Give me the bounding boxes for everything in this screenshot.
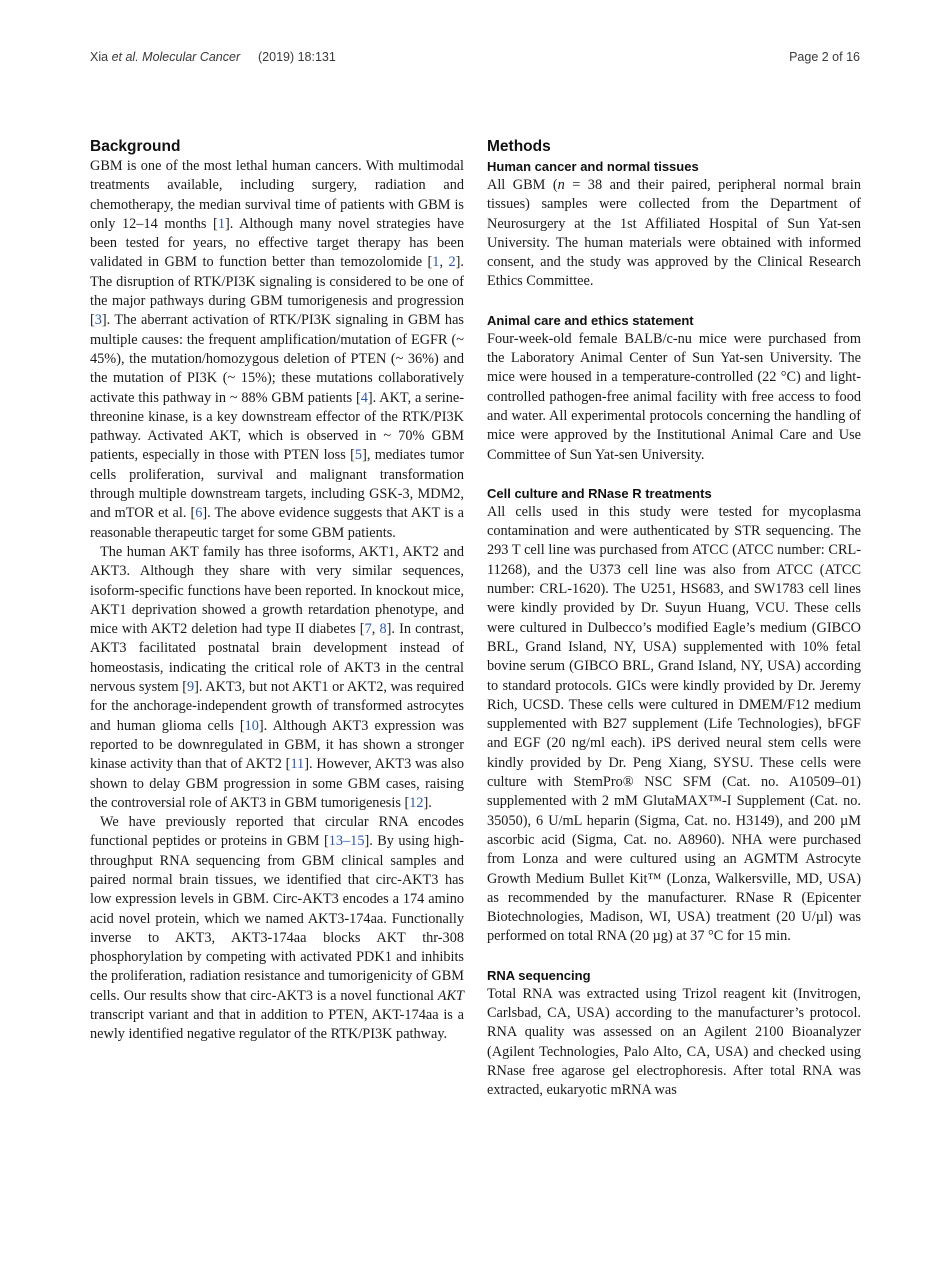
right-column [487, 137, 861, 1100]
header-authors: Xia et al. Molecular Cancer [90, 50, 241, 64]
subsection-heading-cell-culture: Cell culture and RNase R treatments [487, 485, 712, 501]
citation-link[interactable]: 6 [195, 505, 203, 522]
citation-link[interactable]: 5 [354, 447, 363, 464]
methods-heading: Methods [487, 138, 551, 155]
page-number: Page 2 of 16 [789, 50, 860, 64]
running-header [90, 50, 860, 68]
header-citation: (2019) 18:131 [258, 50, 336, 64]
subsection-heading-animal-care: Animal care and ethics statement [487, 312, 694, 328]
background-paragraph-2: The human AKT family has three isoforms, AKT1, AKT2 and AKT3. Although they share with very similar sequences, isoform-specific functions have been reported. In knockout mice, AKT1 deprivation showed a growth retardation phenotype, and mice with AKT2 deletion had type II diabetes [7, 8]. In contrast, AKT3 facilitated postnatal brain development instead of homeostasis, indicating the critical role of AKT3 in the central nervous system [9]. AKT3, but not AKT1 or AKT2, was required for the anchorage-independent growth of transformed astrocytes and human glioma cells [10]. Although AKT3 expression was reported to be downregulated in GBM, it has shown a stronger kinase activity than that of AKT2 [11]. However, AKT3 was also shown to delay GBM progression in some GBM cases, raising the controversial role of AKT3 in GBM tumorigenesis [12]. [90, 543, 465, 811]
citation-link[interactable]: 1 [217, 215, 225, 232]
citation-link[interactable]: 12 [409, 794, 424, 811]
citation-link[interactable]: 13–15 [328, 833, 365, 850]
citation-link[interactable]: 4 [360, 389, 368, 406]
citation-link[interactable]: 10 [244, 717, 259, 734]
citation-link[interactable]: 8 [379, 621, 387, 638]
citation-link[interactable]: 9 [186, 679, 195, 696]
rna-seq-paragraph: Total RNA was extracted using Trizol reagent kit (Invitrogen, Carlsbad, CA, USA) according to the manufacturer’s protocol. RNA quality was assessed on an Agilent 2100 Bioanalyzer (Agilent Technologies, Palo Alto, CA, USA) and checked using RNase free agarose gel electrophoresis. After total RNA was extracted, eukaryotic mRNA was [487, 985, 861, 1099]
citation-link[interactable]: 3 [94, 312, 102, 329]
cell-culture-paragraph: All cells used in this study were tested for mycoplasma contamination and were authenticated by STR sequencing. The 293 T cell line was purchased from ATCC (ATCC number: CRL-11268), and the U373 cell line was also from ATCC (ATCC number: CRL-1620). The U251, HS683, and SW1783 cell lines were kindly provided by Dr. Suyun Huang, VCU. These cells were cultured in Dulbecco’s modified Eagle’s medium (GIBCO BRL, Grand Island, NY, USA) supplemented with 10% fetal bovine serum (GIBCO BRL, Grand Island, NY, USA) according to standard protocols. GICs were kindly provided by Dr. Jeremy Rich, UCSD. These cells were cultured in DMEM/F12 medium supplemented with B27 supplement (Life Technologies), bFGF and EGF (20 ng/ml each). iPS derived neural stem cells were kindly provided by Dr. Peng Xiang, SYSU. These cells were culture with StemPro® NSC SFM (Cat. no. A10509–01) supplemented with 2 mM GlutaMAX™-I Supplement (Cat. no. 35050), 6 U/mL heparin (Sigma, Cat. no. H3149), and 200 µM ascorbic acid (Sigma, Cat. no. A8960). NHA were purchased from Lonza and were cultured using an AGMTM Astrocyte Growth Medium Bullet Kit™ (Lonza, Walkersville, MD, USA) as recommended by the manufacturer. RNase R (Epicenter Biotechnologies, Madison, WI, USA) treatment (20 U/µl) was performed on total RNA (20 µg) at 37 °C for 15 min. [487, 503, 861, 945]
citation-link[interactable]: 7 [364, 621, 372, 638]
left-column [90, 137, 464, 1045]
citation-link[interactable]: 11 [290, 756, 305, 773]
subsection-heading-rna-seq: RNA sequencing [487, 967, 591, 983]
citation-link[interactable]: 2 [448, 254, 456, 271]
background-paragraph-3: We have previously reported that circular RNA encodes functional peptides or proteins in GBM [13–15]. By using high-throughput RNA sequencing from GBM clinical samples and paired normal brain tissues, we identified that circ-AKT3 has low expression levels in GBM. Circ-AKT3 encodes a 174 amino acid novel protein, which we named AKT3-174aa. Functionally inverse to AKT3, AKT3-174aa blocks AKT thr-308 phosphorylation by competing with activated PDK1 and inhibits the proliferation, radiation resistance and tumorigenicity of GBM cells. Our results show that circ-AKT3 is a novel functional AKT transcript variant and that in addition to PTEN, AKT-174aa is a newly identified negative regulator of the RTK/PI3K pathway. [90, 814, 464, 1043]
citation-link[interactable]: 1 [432, 254, 440, 271]
subsection-heading-tissues: Human cancer and normal tissues [487, 159, 699, 174]
animal-care-paragraph: Four-week-old female BALB/c-nu mice were purchased from the Laboratory Animal Center of Sun Yat-sen University. The mice were housed in a temperature-controlled (22 °C) and light-controlled pathogen-free animal facility with free access to food and water. All experimental protocols concerning the handling of mice were approved by the Institutional Animal Care and Use Committee of Sun Yat-sen University. [487, 330, 861, 463]
background-paragraph-1: GBM is one of the most lethal human cancers. With multimodal treatments available, including surgery, radiation and chemotherapy, the median survival time of patients with GBM is only 12–14 months [1]. Although many novel strategies have been tested for years, no effective target therapy has been validated in GBM to function better than temozolomide [1, 2]. The disruption of RTK/PI3K signaling is considered to be one of the major pathways during GBM tumorigenesis and progression [3]. The aberrant activation of RTK/PI3K signaling in GBM has multiple causes: the frequent amplification/mutation of EGFR (~ 45%), the mutation/homozygous deletion of PTEN (~ 36%) and the mutation of PI3K (~ 15%); these mutations collaboratively activate this pathway in ~ 88% GBM patients [4]. AKT, a serine-threonine kinase, is a key downstream effector of the RTK/PI3K pathway. Activated AKT, which is observed in ~ 70% GBM patients, especially in those with PTEN loss [5], mediates tumor cells proliferation, survival and malignant transformation through multiple downstream targets, including GSK-3, MDM2, and mTOR et al. [6]. The above evidence suggests that AKT is a reasonable therapeutic target for some GBM patients. [90, 158, 464, 541]
background-heading: Background [90, 138, 181, 155]
tissues-paragraph: All GBM (n = 38 and their paired, peripheral normal brain tissues) samples were collected from the Department of Neurosurgery at the 1st Affiliated Hospital of Sun Yat-sen University. The human materials were obtained with informed consent, and the study was approved by the Clinical Research Ethics Committee. [487, 177, 861, 290]
